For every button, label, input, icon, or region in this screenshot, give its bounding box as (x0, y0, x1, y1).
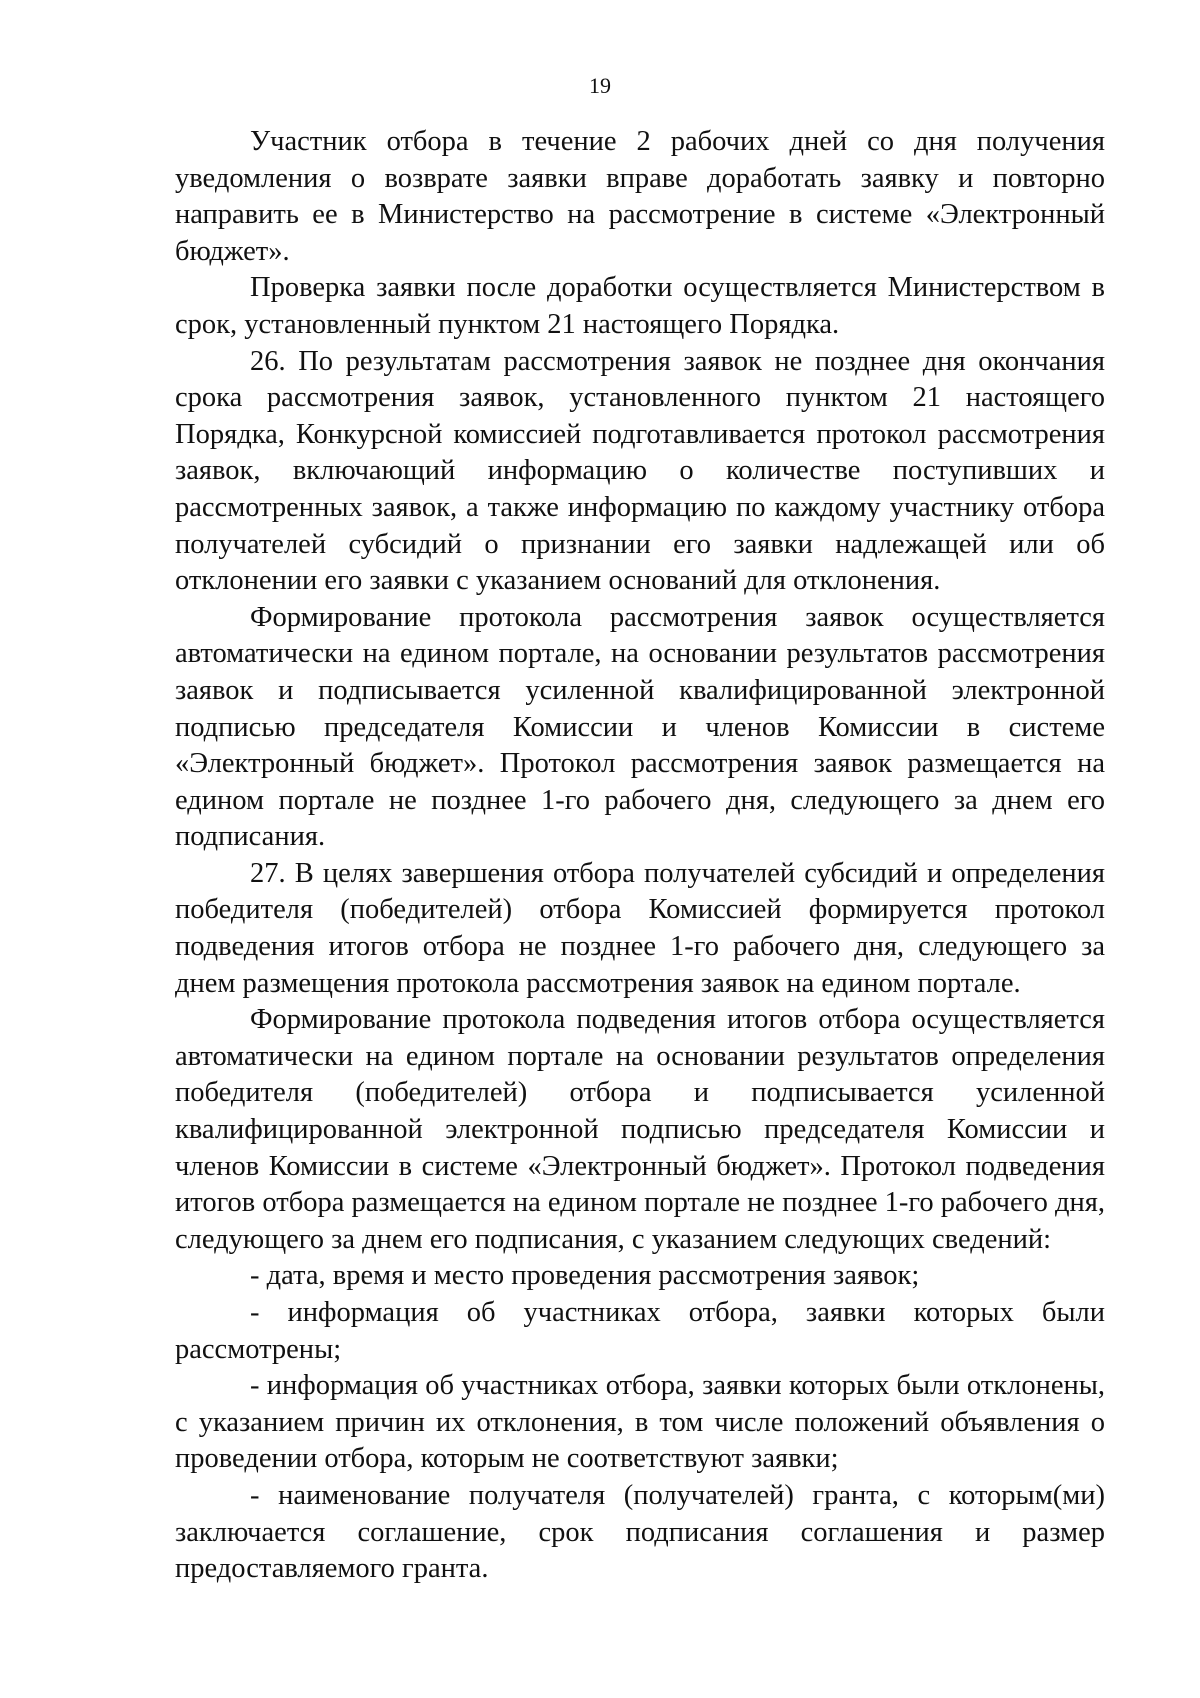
paragraph-recheck: Проверка заявки после доработки осуществляется Министерством в срок, установленный пунктом 21 настоящего Порядка. (175, 272, 1105, 340)
paragraph-results-protocol-formation: Формирование протокола подведения итогов отбора осуществляется автоматически на едином портале на основании результатов определения победителя (победителей) отбора и подписывается усиленной квалифицированной электронной подписью председателя Комиссии и членов Комиссии в системе «Электронный бюджет». Протокол подведения итогов отбора размещается на едином портале не позднее 1-го рабочего дня, следующего за днем его подписания, с указанием следующих сведений: (175, 1004, 1105, 1255)
paragraph-review-protocol-formation: Формирование протокола рассмотрения заявок осуществляется автоматически на едином портале, на основании результатов рассмотрения заявок и подписывается усиленной квалифицированной электронной подписью председателя Комиссии и членов Комиссии в системе «Электронный бюджет». Протокол рассмотрения заявок размещается на едином портале не позднее 1-го рабочего дня, следующего за днем его подписания. (175, 601, 1105, 853)
list-item-date-time-place: - дата, время и место проведения рассмотрения заявок; (250, 1260, 920, 1292)
paragraph-resubmission: Участник отбора в течение 2 рабочих дней со дня получения уведомления о возврате заявки вправе доработать заявку и повторно направить ее в Министерство на рассмотрение в системе «Электронный бюджет». (175, 126, 1105, 267)
page-number: 19 (589, 73, 611, 98)
list-item-rejected-participants: - информация об участниках отбора, заявки которых были отклонены, с указанием причин их отклонения, в том числе положений объявления о проведении отбора, которым не соответствуют заявки; (175, 1370, 1105, 1475)
list-item-grant-recipients: - наименование получателя (получателей) гранта, с которым(ми) заключается соглашение, срок подписания соглашения и размер предоставляемого гранта. (175, 1479, 1105, 1585)
document-body (175, 124, 1105, 1588)
list-item-reviewed-participants: - информация об участниках отбора, заявки которых были рассмотрены; (175, 1297, 1105, 1365)
paragraph-27-results-protocol: 27. В целях завершения отбора получателей субсидий и определения победителя (победителей) отбора Комиссией формируется протокол подведения итогов отбора не позднее 1-го рабочего дня, следующего за днем размещения протокола рассмотрения заявок на едином портале. (175, 857, 1105, 999)
paragraph-26-review-protocol: 26. По результатам рассмотрения заявок не позднее дня окончания срока рассмотрения заявок, установленного пунктом 21 настоящего Порядка, Конкурсной комиссией подготавливается протокол рассмотрения заявок, включающий информацию о количестве поступивших и рассмотренных заявок, а также информацию по каждому участнику отбора получателей субсидий о признании его заявки надлежащей или об отклонении его заявки с указанием оснований для отклонения. (175, 345, 1105, 597)
